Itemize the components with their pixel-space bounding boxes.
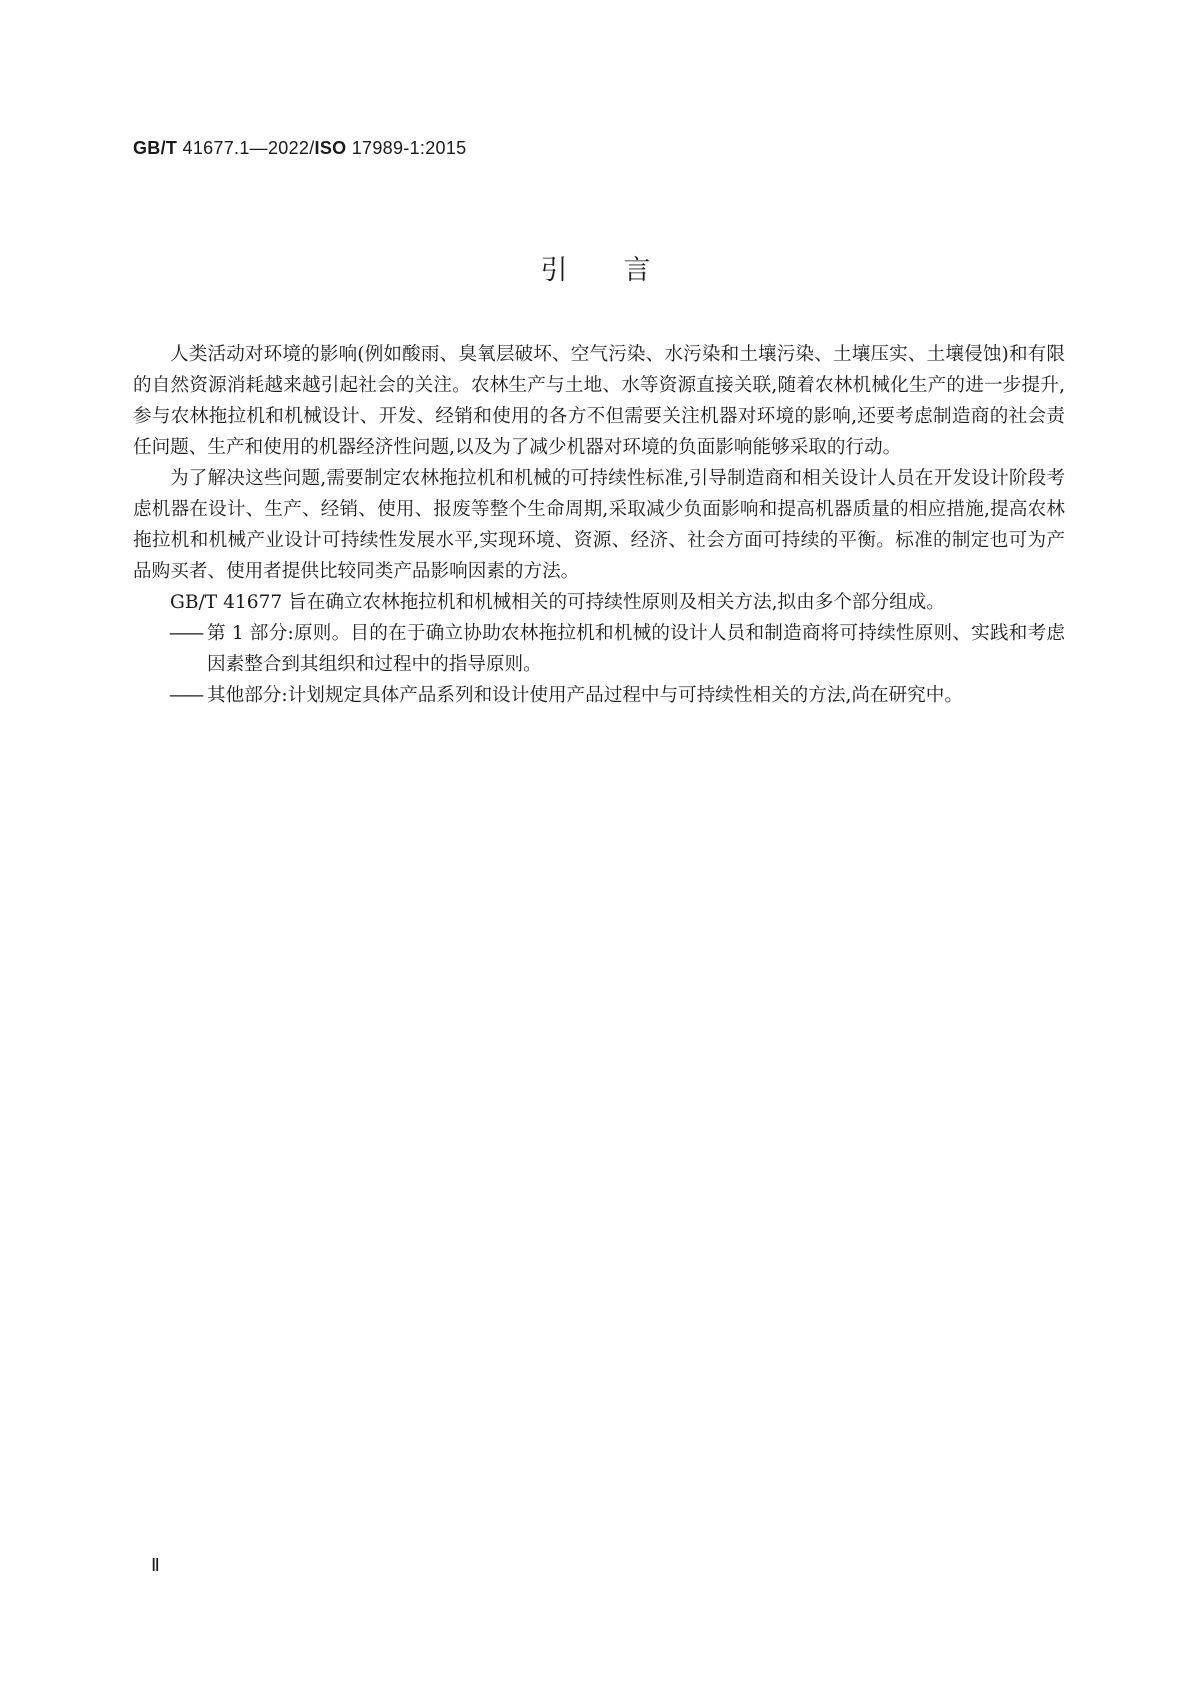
iso-prefix: ISO <box>314 138 347 158</box>
document-body <box>133 339 1065 711</box>
iso-number: 17989-1:2015 <box>346 138 467 158</box>
list-dash: —— <box>169 685 203 706</box>
doc-number: 41677.1—2022/ <box>177 138 315 158</box>
doc-number-prefix: GB/T <box>133 138 178 158</box>
list-item-part-1 <box>133 618 1065 680</box>
list-item-other-parts <box>133 680 1065 711</box>
paragraph-1: 人类活动对环境的影响(例如酸雨、臭氧层破坏、空气污染、水污染和土壤污染、土壤压实、土壤侵蚀)和有限的自然资源消耗越来越引起社会的关注。农林生产与土地、水等资源直接关联,随着农林机械化生产的进一步提升,参与农林拖拉机和机械设计、开发、经销和使用的各方不但需要关注机器对环境的影响,还要考虑制造商的社会责任问题、生产和使用的机器经济性问题,以及为了减少机器对环境的负面影响能够采取的行动。 <box>133 344 1065 458</box>
paragraph-2: 为了解决这些问题,需要制定农林拖拉机和机械的可持续性标准,引导制造商和相关设计人员在开发设计阶段考虑机器在设计、生产、经销、使用、报废等整个生命周期,采取减少负面影响和提高机器质量的相应措施,提高农林拖拉机和机械产业设计可持续性发展水平,实现环境、资源、经济、社会方面可持续的平衡。标准的制定也可为产品购买者、使用者提供比较同类产品影响因素的方法。 <box>133 468 1065 582</box>
page-number: Ⅱ <box>151 1555 160 1575</box>
list-item-text: 第 1 部分:原则。目的在于确立协助农林拖拉机和机械的设计人员和制造商将可持续性原则、实践和考虑因素整合到其组织和过程中的指导原则。 <box>207 623 1065 675</box>
paragraph-3: GB/T 41677 旨在确立农林拖拉机和机械相关的可持续性原则及相关方法,拟由多个部分组成。 <box>170 592 945 613</box>
list-item-text: 其他部分:计划规定具体产品系列和设计使用产品过程中与可持续性相关的方法,尚在研究中。 <box>207 685 963 706</box>
list-dash: —— <box>169 623 203 644</box>
section-title: 引言 <box>540 255 707 286</box>
document-number <box>133 138 466 159</box>
